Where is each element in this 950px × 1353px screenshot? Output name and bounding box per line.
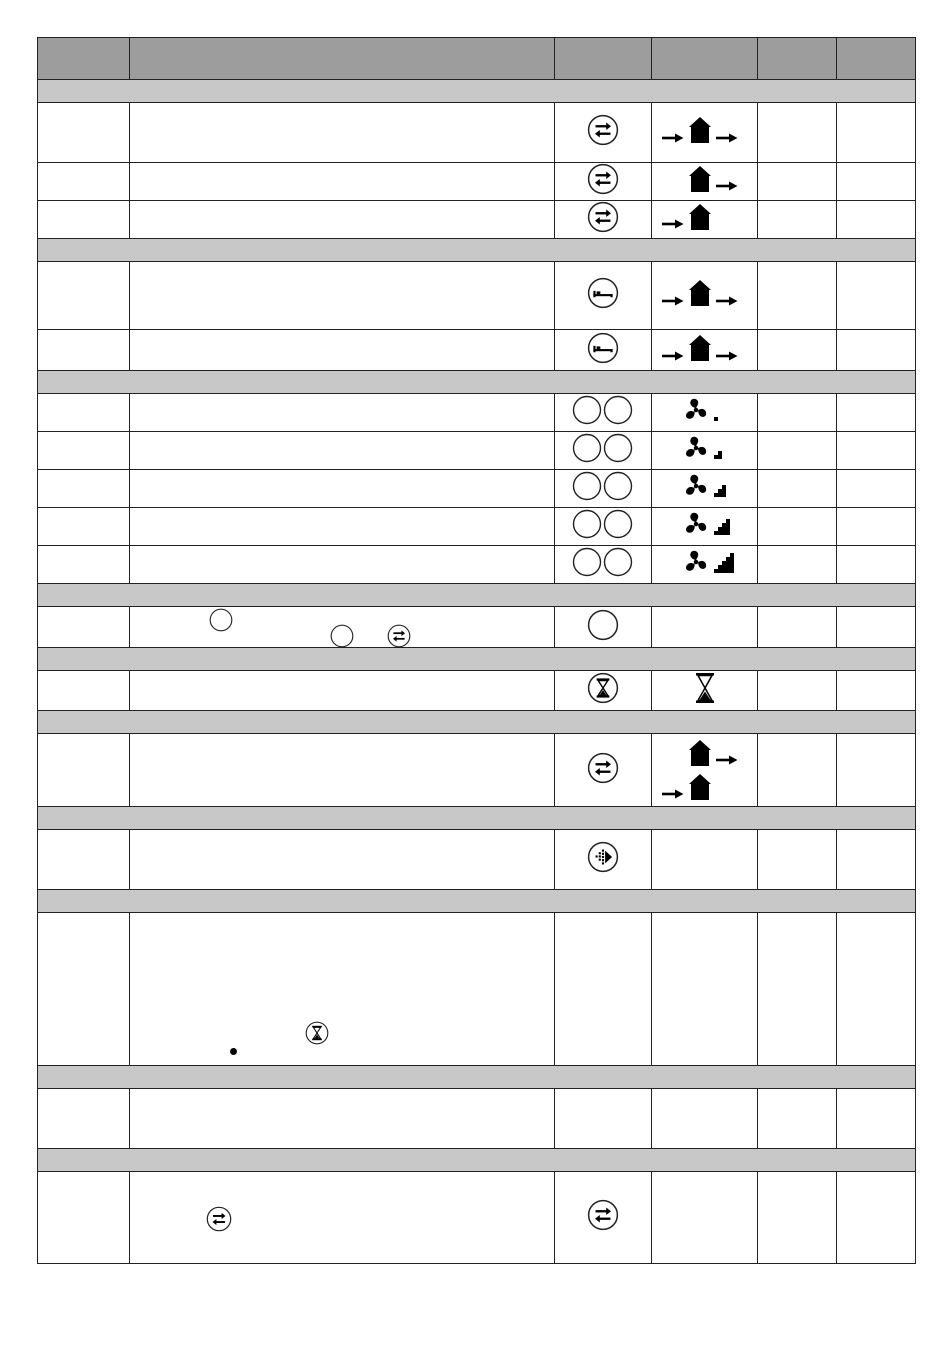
table-row bbox=[38, 201, 916, 239]
bullet-dot bbox=[230, 1048, 237, 1055]
table-header-row bbox=[38, 38, 916, 80]
hourglass-icon bbox=[695, 673, 715, 703]
timer-button-icon[interactable] bbox=[587, 672, 619, 704]
header-cell-1 bbox=[38, 38, 130, 80]
fan-speed-2-icon bbox=[660, 434, 750, 462]
fan-speed-5-icon bbox=[660, 548, 750, 576]
table-row bbox=[38, 394, 916, 432]
header-cell-6 bbox=[837, 38, 916, 80]
section-header bbox=[38, 584, 916, 607]
round-button-icon bbox=[209, 608, 233, 632]
house-in-icon bbox=[662, 772, 748, 802]
speed-buttons[interactable] bbox=[571, 508, 635, 540]
fan-speed-3-icon bbox=[660, 472, 750, 500]
table-row bbox=[38, 1089, 916, 1149]
boost-button-icon[interactable] bbox=[587, 841, 619, 873]
section-header bbox=[38, 80, 916, 103]
house-in-out-icon bbox=[662, 331, 748, 365]
sleep-button-icon[interactable] bbox=[587, 332, 619, 364]
section-header bbox=[38, 890, 916, 913]
section-header bbox=[38, 239, 916, 262]
table-row bbox=[38, 830, 916, 890]
header-cell-4 bbox=[652, 38, 758, 80]
house-out-icon bbox=[662, 164, 748, 194]
fan-speed-4-icon bbox=[660, 510, 750, 538]
sleep-button-icon[interactable] bbox=[587, 277, 619, 309]
table-row bbox=[38, 671, 916, 711]
section-header bbox=[38, 371, 916, 394]
airflow-icon bbox=[206, 1206, 232, 1232]
airflow-icon bbox=[387, 624, 411, 648]
header-cell-3 bbox=[555, 38, 652, 80]
timer-icon bbox=[305, 1021, 329, 1045]
section-header bbox=[38, 1149, 916, 1172]
section-header bbox=[38, 807, 916, 830]
airflow-button-icon[interactable] bbox=[587, 163, 619, 195]
table-row bbox=[38, 262, 916, 330]
airflow-button-icon[interactable] bbox=[587, 201, 619, 233]
airflow-button-icon[interactable] bbox=[587, 114, 619, 146]
section-header bbox=[38, 1066, 916, 1089]
table-row bbox=[38, 330, 916, 371]
house-out-icon bbox=[662, 738, 748, 768]
table-row bbox=[38, 546, 916, 584]
table-row bbox=[38, 607, 916, 648]
round-button-icon bbox=[330, 624, 354, 648]
airflow-button-icon[interactable] bbox=[587, 752, 619, 784]
table-row bbox=[38, 163, 916, 201]
header-cell-5 bbox=[758, 38, 837, 80]
table-row bbox=[38, 734, 916, 807]
table-row bbox=[38, 103, 916, 163]
section-header bbox=[38, 648, 916, 671]
speed-buttons[interactable] bbox=[571, 394, 635, 426]
section-header bbox=[38, 711, 916, 734]
house-in-out-icon bbox=[662, 276, 748, 310]
speed-buttons[interactable] bbox=[571, 546, 635, 578]
speed-buttons[interactable] bbox=[571, 470, 635, 502]
house-in-out-icon bbox=[662, 113, 748, 147]
house-in-icon bbox=[662, 202, 748, 232]
airflow-button-icon[interactable] bbox=[587, 1199, 619, 1231]
round-button-icon[interactable] bbox=[587, 609, 619, 641]
table-row bbox=[38, 508, 916, 546]
table-row bbox=[38, 470, 916, 508]
table-row bbox=[38, 1172, 916, 1264]
table-row bbox=[38, 432, 916, 470]
table-row bbox=[38, 913, 916, 1066]
fan-speed-1-icon bbox=[660, 396, 750, 424]
settings-table bbox=[37, 37, 916, 1264]
speed-buttons[interactable] bbox=[571, 432, 635, 464]
header-cell-2 bbox=[130, 38, 555, 80]
